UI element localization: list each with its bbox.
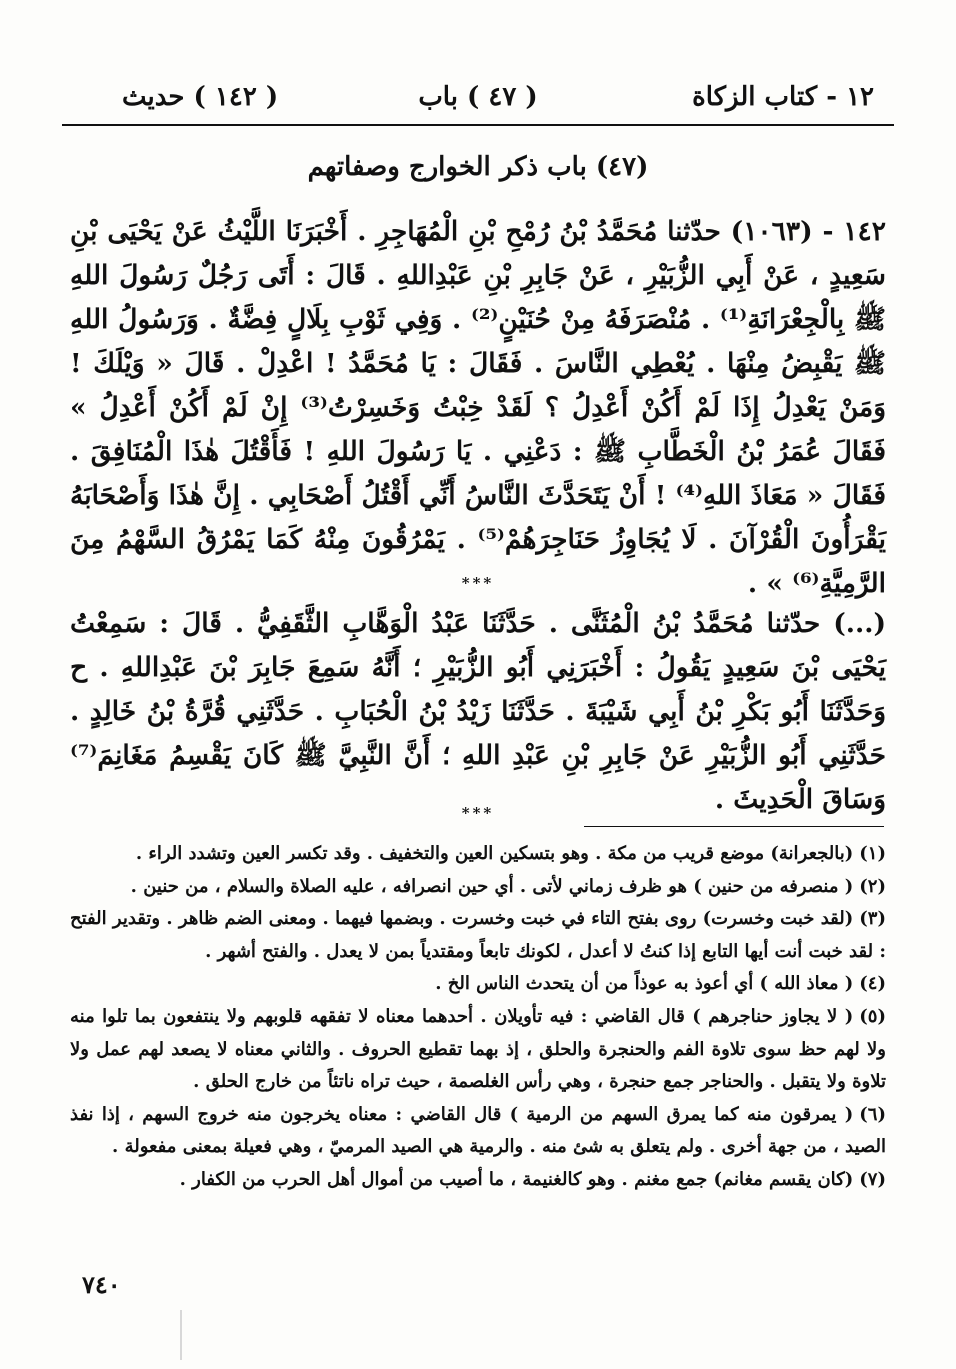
page-number: ٧٤٠ xyxy=(82,1270,121,1299)
hadith-text-142: ١٤٢ - (١٠٦٣) حدّثنا مُحَمَّدُ بْنُ رُمْحِ بْنِ الْمُهَاجِرِ . أَخْبَرَنَا اللَّيْثُ عَنْ يَحْيَى بْنِ سَعِيدٍ ، عَنْ أَبِي الزُّبَيْرِ ، عَنْ جَابِرِ بْنِ عَبْدِاللهِ . قَالَ : أَتَى رَجُلٌ رَسُولَ اللهِ ﷺ بِالْجِعْرَانَةِ⁽¹⁾ . مُنْصَرَفَهُ مِنْ حُنَيْنٍ⁽²⁾ . وَفِي ثَوْبِ بِلَالٍ فِضَّةٌ . وَرَسُولُ اللهِ ﷺ يَقْبِضُ مِنْهَا . يُعْطِي النَّاسَ . فَقَالَ : يَا مُحَمَّدُ ! اعْدِلْ . قَالَ « وَيْلَكَ ! وَمَنْ يَعْدِلُ إِذَا لَمْ أَكُنْ أَعْدِلُ ؟ لَقَدْ خِبْتُ وَخَسِرْتُ⁽³⁾ إِنْ لَمْ أَكُنْ أَعْدِلُ » فَقَالَ عُمَرُ بْنُ الْخَطَّابِ ﷺ : دَعْنِي . يَا رَسُولَ اللهِ ! فَأَقْتُلَ هٰذَا الْمُنَافِقَ . فَقَالَ « مَعَاذَ اللهِ⁽⁴⁾ ! أَنْ يَتَحَدَّثَ النَّاسُ أَنِّي أَقْتُلُ أَصْحَابِي . إِنَّ هٰذَا وَأَصْحَابَهُ يَقْرَأُونَ الْقُرْآنَ . لَا يُجَاوِزُ حَنَاجِرَهُمْ⁽⁵⁾ . يَمْرُقُونَ مِنْهُ كَمَا يَمْرُقُ السَّهْمُ مِنَ الرَّمِيَّةِ⁽⁶⁾ » . xyxy=(70,216,887,599)
header-rule xyxy=(62,124,894,126)
footnote-number: (٦) xyxy=(859,1103,886,1125)
footnote-1 xyxy=(70,838,886,871)
footnote-number: (٢) xyxy=(859,875,886,897)
footnote-rule xyxy=(584,826,884,827)
footnote-number: (١) xyxy=(859,843,886,864)
running-header xyxy=(62,82,894,120)
footnote-text: ( يمرقون منه كما يمرق السهم من الرمية ) قال القاضي : معناه يخرجون منه خروج السهم ، إذا نفذ الصيد ، من جهة أخرى . ولم يتعلق به شئ منه . والرمية هي الصيد المرميّ ، وهي فعيلة بمعنى مفعولة . xyxy=(70,1103,886,1158)
footnote-number: (٥) xyxy=(859,1005,886,1027)
footnote-number: (٣) xyxy=(859,908,886,930)
separator-stars: *** xyxy=(461,574,495,592)
footnote-text: ( معاذ الله ) أي أعوذ به عوذاً من أن يتحدث الناس الخ . xyxy=(435,973,854,995)
header-book-title: ١٢ - كتاب الزكاة xyxy=(692,82,874,112)
footnote-5 xyxy=(70,1001,886,1099)
footnotes xyxy=(70,838,886,1197)
footnote-text: ( لا يجاوز حناجرهم ) قال القاضي : فيه تأويلان . أحدهما معناه لا تفقهه قلوبهم ولا ينتفعون بما تلوا منه ولا لهم حظ سوى تلاوة الفم والحنجرة والحلق ، إذ بهما تقطيع الحروف . والثاني معناه لا يصعد لهم عمل ولا تلاوة ولا يتقبل . والحناجر جمع حنجرة ، وهي رأس الغلصمة ، حيث تراه ناتئاً من خارج الحلق . xyxy=(70,1005,886,1093)
chapter-title: (٤٧) باب ذكر الخوارج وصفاتهم xyxy=(307,152,649,182)
footnote-2 xyxy=(70,871,886,904)
footnote-text: (كان يقسم مغانم) جمع مغنم . وهو كالغنيمة ، ما أصيب من أموال أهل الحرب من الكفار . xyxy=(179,1168,854,1190)
scan-artifact xyxy=(180,1310,182,1360)
footnote-3 xyxy=(70,903,886,968)
footnote-text: (لقد خبت وخسرت) روى بفتح التاء في خبت وخسرت . وبضمها فيهما . ومعنى الضم ظاهر . وتقدير الفتح : لقد خبت أنت أيها التابع إذا كنتُ لا أعدل ، لكونك تابعاً ومقتدياً بمن لا يعدل . والفتح أشهر . xyxy=(70,908,886,962)
footnote-number: (٤) xyxy=(859,973,886,995)
footnote-text: (بالجعرانة) موضع قريب من مكة . وهو بتسكين العين والتخفيف . وقد تكسر العين وتشدد الراء . xyxy=(135,843,854,864)
footnote-number: (٧) xyxy=(859,1168,886,1190)
footnote-7 xyxy=(70,1164,886,1197)
header-chapter-number: ( ٤٧ ) باب xyxy=(418,82,538,112)
separator-stars: *** xyxy=(461,804,495,822)
footnote-6 xyxy=(70,1099,886,1164)
footnote-text: ( منصرفه من حنين ) هو ظرف زماني لأتى . أي حين انصرافه ، عليه الصلاة والسلام ، من حنين . xyxy=(130,875,854,897)
header-hadith-number: ( ١٤٢ ) حديث xyxy=(122,82,279,112)
footnote-4 xyxy=(70,968,886,1001)
hadith-text-chain: (...) حدّثنا مُحَمَّدُ بْنُ الْمُثَنَّى . حَدَّثَنَا عَبْدُ الْوَهَّابِ الثَّقَفِيُّ . قَالَ : سَمِعْتُ يَحْيَى بْنَ سَعِيدٍ يَقُولُ : أَخْبَرَنِي أَبُو الزُّبَيْرِ ؛ أَنَّهُ سَمِعَ جَابِرَ بْنَ عَبْدِاللهِ . ح وَحَدَّثَنَا أَبُو بَكْرِ بْنُ أَبِي شَيْبَةَ . حَدَّثَنَا زَيْدُ بْنُ الْحُبَابِ . حَدَّثَنِي قُرَّةُ بْنُ خَالِدٍ . حَدَّثَنِي أَبُو الزُّبَيْرِ عَنْ جَابِرِ بْنِ عَبْدِ اللهِ ؛ أَنَّ النَّبِيَّ ﷺ كَانَ يَقْسِمُ مَغَانِمَ⁽⁷⁾ وَسَاقَ الْحَدِيثَ . xyxy=(70,608,886,815)
